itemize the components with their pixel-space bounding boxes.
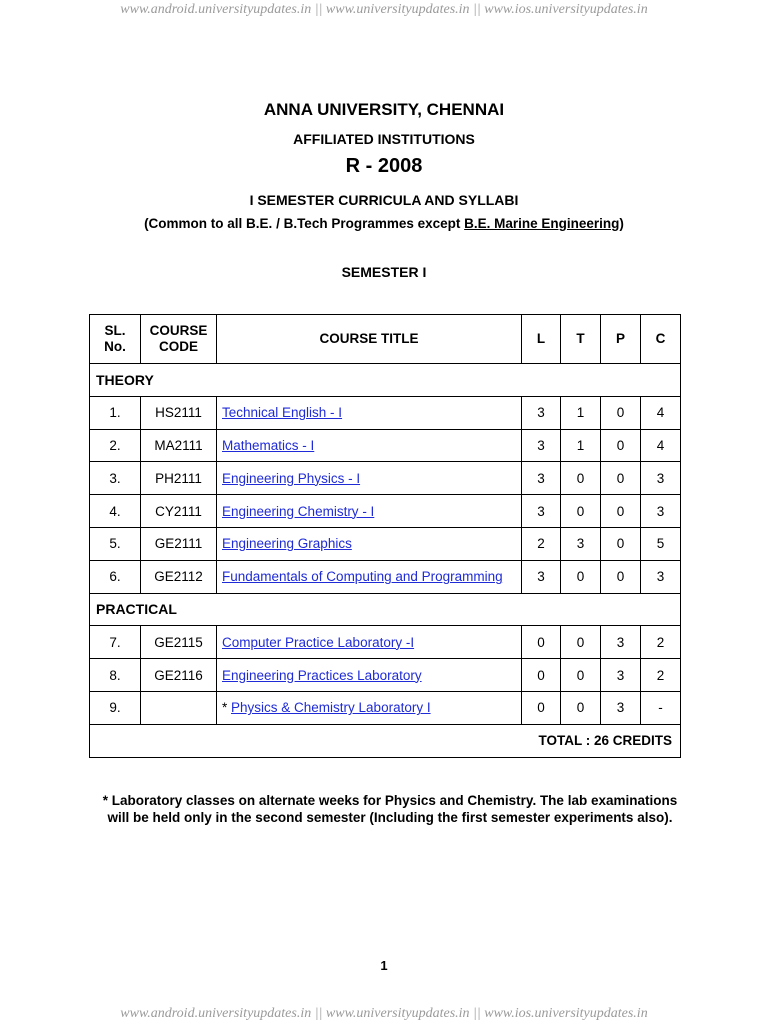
row-p: 3	[601, 626, 641, 659]
course-link[interactable]: Technical English - I	[222, 405, 343, 421]
row-c: 2	[641, 659, 681, 692]
row-p: 3	[601, 659, 641, 692]
row-t: 0	[561, 659, 601, 692]
total-credits: TOTAL : 26 CREDITS	[90, 724, 681, 757]
page-number: 1	[380, 958, 388, 973]
row-p: 0	[601, 396, 641, 429]
course-link[interactable]: Physics & Chemistry Laboratory I	[231, 700, 431, 716]
common-suffix: )	[619, 216, 624, 231]
row-t: 0	[561, 691, 601, 724]
row-c: 2	[641, 626, 681, 659]
row-code: GE2111	[141, 527, 217, 560]
table-row	[90, 691, 681, 724]
course-link[interactable]: Mathematics - I	[222, 437, 315, 453]
table-row	[90, 396, 681, 429]
lab-footnote	[80, 793, 700, 826]
university-title: ANNA UNIVERSITY, CHENNAI	[263, 100, 505, 119]
row-sl: 2.	[90, 429, 141, 462]
marine-engineering-link[interactable]: B.E. Marine Engineering	[464, 216, 620, 231]
row-p: 0	[601, 527, 641, 560]
row-t: 1	[561, 429, 601, 462]
row-c: 3	[641, 560, 681, 593]
row-code	[141, 691, 217, 724]
row-l: 3	[522, 396, 561, 429]
header-sl: SL. No.	[90, 315, 141, 364]
course-link[interactable]: Engineering Graphics	[222, 536, 352, 552]
header-code: COURSE CODE	[141, 315, 217, 364]
regulation-heading: R - 2008	[345, 155, 423, 177]
row-title	[217, 462, 522, 495]
row-l: 0	[522, 626, 561, 659]
row-c: 4	[641, 396, 681, 429]
row-p: 0	[601, 429, 641, 462]
asterisk-marker: *	[222, 700, 232, 716]
header-title: COURSE TITLE	[217, 315, 522, 364]
total-row	[90, 724, 681, 757]
row-t: 0	[561, 560, 601, 593]
footnote-line-1: * Laboratory classes on alternate weeks for Physics and Chemistry. The lab examinations	[102, 793, 678, 808]
row-sl: 9.	[90, 691, 141, 724]
row-l: 0	[522, 691, 561, 724]
table-row	[90, 560, 681, 593]
row-c: -	[641, 691, 681, 724]
common-programmes-note	[0, 216, 768, 231]
header-t: T	[561, 315, 601, 364]
row-title	[217, 560, 522, 593]
row-l: 0	[522, 659, 561, 692]
row-p: 3	[601, 691, 641, 724]
row-t: 0	[561, 626, 601, 659]
course-link[interactable]: Engineering Physics - I	[222, 470, 361, 486]
row-p: 0	[601, 495, 641, 528]
row-c: 4	[641, 429, 681, 462]
row-code: HS2111	[141, 396, 217, 429]
row-sl: 1.	[90, 396, 141, 429]
row-code: CY2111	[141, 495, 217, 528]
row-code: GE2112	[141, 560, 217, 593]
row-p: 0	[601, 462, 641, 495]
course-table	[89, 314, 681, 758]
header-l: L	[522, 315, 561, 364]
row-sl: 4.	[90, 495, 141, 528]
watermark-top: www.android.universityupdates.in || www.universityupdates.in || www.ios.universityupdates.in	[120, 2, 648, 17]
row-l: 2	[522, 527, 561, 560]
row-code: MA2111	[141, 429, 217, 462]
row-title	[217, 659, 522, 692]
practical-section-row	[90, 593, 681, 626]
row-l: 3	[522, 560, 561, 593]
row-p: 0	[601, 560, 641, 593]
row-title	[217, 626, 522, 659]
footnote-line-2: will be held only in the second semester (Including the first semester experiments also).	[107, 809, 673, 825]
curricula-heading: I SEMESTER CURRICULA AND SYLLABI	[249, 192, 519, 208]
row-code: GE2116	[141, 659, 217, 692]
common-prefix: (Common to all B.E. / B.Tech Programmes except	[144, 216, 465, 231]
table-header-row	[90, 315, 681, 364]
row-t: 0	[561, 495, 601, 528]
theory-section-row	[90, 364, 681, 397]
row-title	[217, 691, 522, 724]
practical-label: PRACTICAL	[90, 593, 681, 626]
table-row	[90, 429, 681, 462]
row-title	[217, 495, 522, 528]
row-c: 3	[641, 462, 681, 495]
row-t: 3	[561, 527, 601, 560]
table-row	[90, 527, 681, 560]
table-row	[90, 626, 681, 659]
theory-label: THEORY	[90, 364, 681, 397]
table-row	[90, 495, 681, 528]
row-title	[217, 527, 522, 560]
header-p: P	[601, 315, 641, 364]
row-sl: 5.	[90, 527, 141, 560]
row-title	[217, 396, 522, 429]
table-row	[90, 659, 681, 692]
table-row	[90, 462, 681, 495]
course-link[interactable]: Computer Practice Laboratory -I	[222, 634, 415, 650]
row-c: 3	[641, 495, 681, 528]
row-l: 3	[522, 462, 561, 495]
row-code: PH2111	[141, 462, 217, 495]
row-c: 5	[641, 527, 681, 560]
row-sl: 7.	[90, 626, 141, 659]
course-link[interactable]: Engineering Practices Laboratory	[222, 667, 422, 683]
row-t: 1	[561, 396, 601, 429]
row-l: 3	[522, 429, 561, 462]
row-code: GE2115	[141, 626, 217, 659]
row-l: 3	[522, 495, 561, 528]
affiliated-heading: AFFILIATED INSTITUTIONS	[293, 131, 475, 147]
row-sl: 3.	[90, 462, 141, 495]
course-link[interactable]: Fundamentals of Computing and Programming	[222, 569, 503, 585]
course-link[interactable]: Engineering Chemistry - I	[222, 503, 375, 519]
semester-heading: SEMESTER I	[341, 264, 427, 280]
watermark-bottom: www.android.universityupdates.in || www.universityupdates.in || www.ios.universityupdates.in	[120, 1006, 648, 1021]
row-sl: 6.	[90, 560, 141, 593]
row-sl: 8.	[90, 659, 141, 692]
row-title	[217, 429, 522, 462]
header-c: C	[641, 315, 681, 364]
row-t: 0	[561, 462, 601, 495]
